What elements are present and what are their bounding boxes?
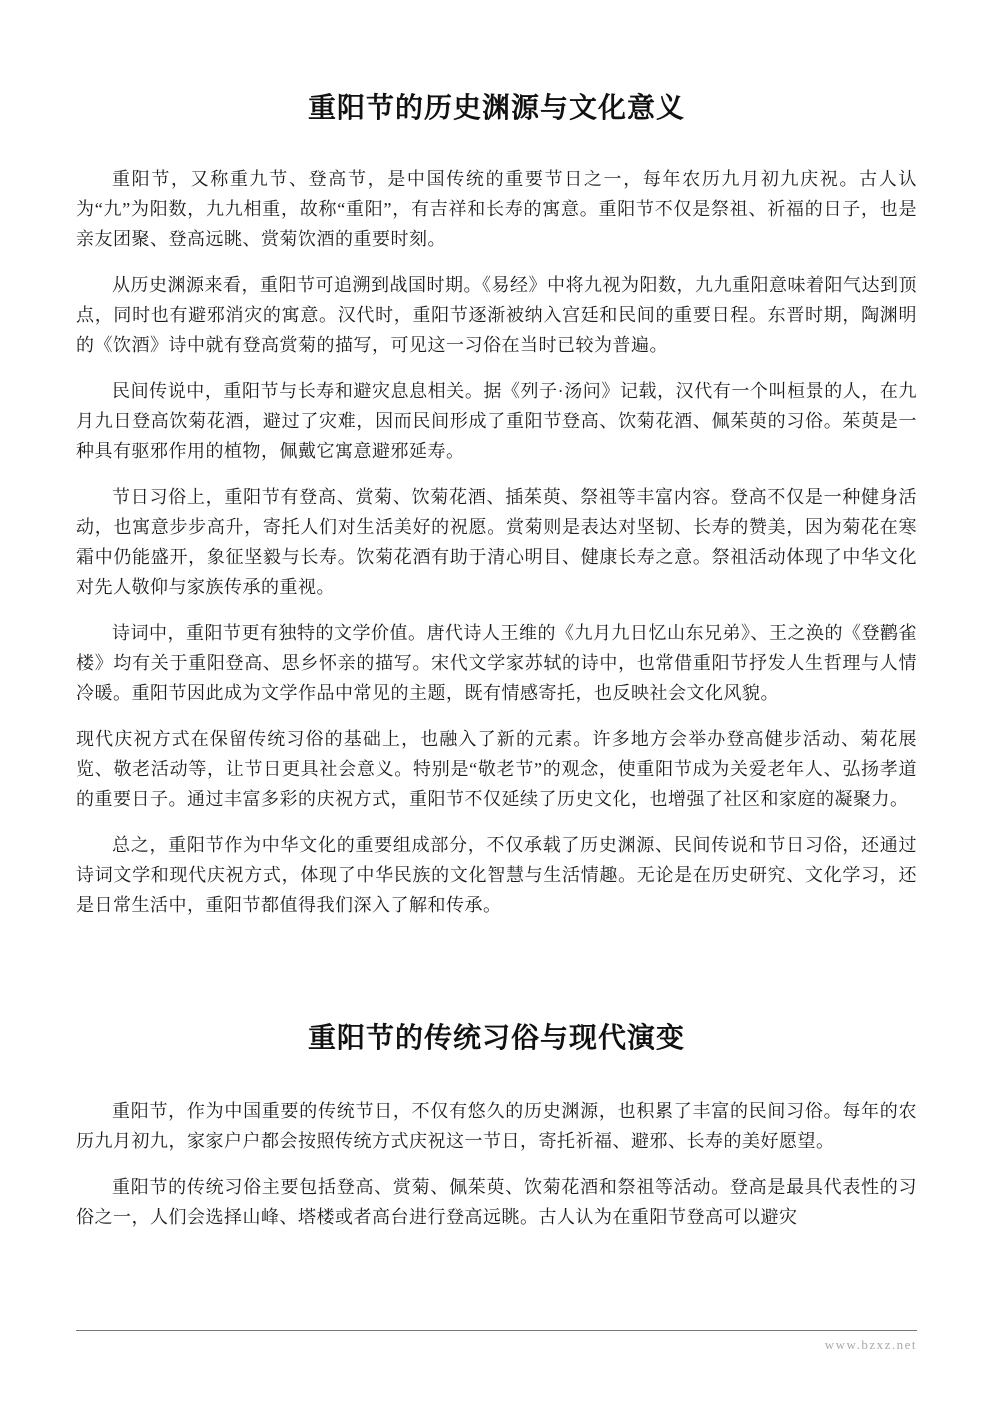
page-footer xyxy=(76,1330,917,1354)
article-1-title: 重阳节的历史渊源与文化意义 xyxy=(307,93,685,124)
article-2-body xyxy=(76,1096,917,1232)
article-2 xyxy=(76,1016,917,1232)
paragraph: 重阳节，作为中国重要的传统节日，不仅有悠久的历史渊源，也积累了丰富的民间习俗。每年的农历九月初九，家家户户都会按照传统方式庆祝这一节日，寄托祈福、避邪、长寿的美好愿望。 xyxy=(76,1101,917,1151)
article-1 xyxy=(76,86,917,920)
paragraph: 现代庆祝方式在保留传统习俗的基础上，也融入了新的元素。许多地方会举办登高健步活动、菊花展览、敬老活动等，让节日更具社会意义。特别是“敬老节”的观念，使重阳节成为关爱老年人、弘扬孝道的重要日子。通过丰富多彩的庆祝方式，重阳节不仅延续了历史文化，也增强了社区和家庭的凝聚力。 xyxy=(76,729,917,809)
paragraph: 从历史渊源来看，重阳节可追溯到战国时期。《易经》中将九视为阳数，九九重阳意味着阳气达到顶点，同时也有避邪消灾的寓意。汉代时，重阳节逐渐被纳入宫廷和民间的重要日程。东晋时期，陶渊明的《饮酒》诗中就有登高赏菊的描写，可见这一习俗在当时已较为普遍。 xyxy=(76,275,917,355)
article-1-body xyxy=(76,164,917,920)
paragraph: 诗词中，重阳节更有独特的文学价值。唐代诗人王维的《九月九日忆山东兄弟》、王之涣的《登鹳雀楼》均有关于重阳登高、思乡怀亲的描写。宋代文学家苏轼的诗中，也常借重阳节抒发人生哲理与人情冷暖。重阳节因此成为文学作品中常见的主题，既有情感寄托，也反映社会文化风貌。 xyxy=(76,623,917,703)
article-2-title: 重阳节的传统习俗与现代演变 xyxy=(307,1023,685,1054)
paragraph: 总之，重阳节作为中华文化的重要组成部分，不仅承载了历史渊源、民间传说和节日习俗，还通过诗词文学和现代庆祝方式，体现了中华民族的文化智慧与生活情趣。无论是在历史研究、文化学习，还是日常生活中，重阳节都值得我们深入了解和传承。 xyxy=(76,835,917,915)
paragraph: 民间传说中，重阳节与长寿和避灾息息相关。据《列子·汤问》记载，汉代有一个叫桓景的人，在九月九日登高饮菊花酒，避过了灾难，因而民间形成了重阳节登高、饮菊花酒、佩茱萸的习俗。茱萸是一种具有驱邪作用的植物，佩戴它寓意避邪延寿。 xyxy=(76,381,917,461)
paragraph: 重阳节，又称重九节、登高节，是中国传统的重要节日之一，每年农历九月初九庆祝。古人认为“九”为阳数，九九相重，故称“重阳”，有吉祥和长寿的寓意。重阳节不仅是祭祖、祈福的日子，也是亲友团聚、登高远眺、赏菊饮酒的重要时刻。 xyxy=(76,169,917,249)
watermark-text: www.bzxz.net xyxy=(824,1337,917,1352)
paragraph: 重阳节的传统习俗主要包括登高、赏菊、佩茱萸、饮菊花酒和祭祖等活动。登高是最具代表性的习俗之一，人们会选择山峰、塔楼或者高台进行登高远眺。古人认为在重阳节登高可以避灾 xyxy=(76,1177,917,1227)
paragraph: 节日习俗上，重阳节有登高、赏菊、饮菊花酒、插茱萸、祭祖等丰富内容。登高不仅是一种健身活动，也寓意步步高升，寄托人们对生活美好的祝愿。赏菊则是表达对坚韧、长寿的赞美，因为菊花在寒霜中仍能盛开，象征坚毅与长寿。饮菊花酒有助于清心明目、健康长寿之意。祭祖活动体现了中华文化对先人敬仰与家族传承的重视。 xyxy=(76,487,917,597)
